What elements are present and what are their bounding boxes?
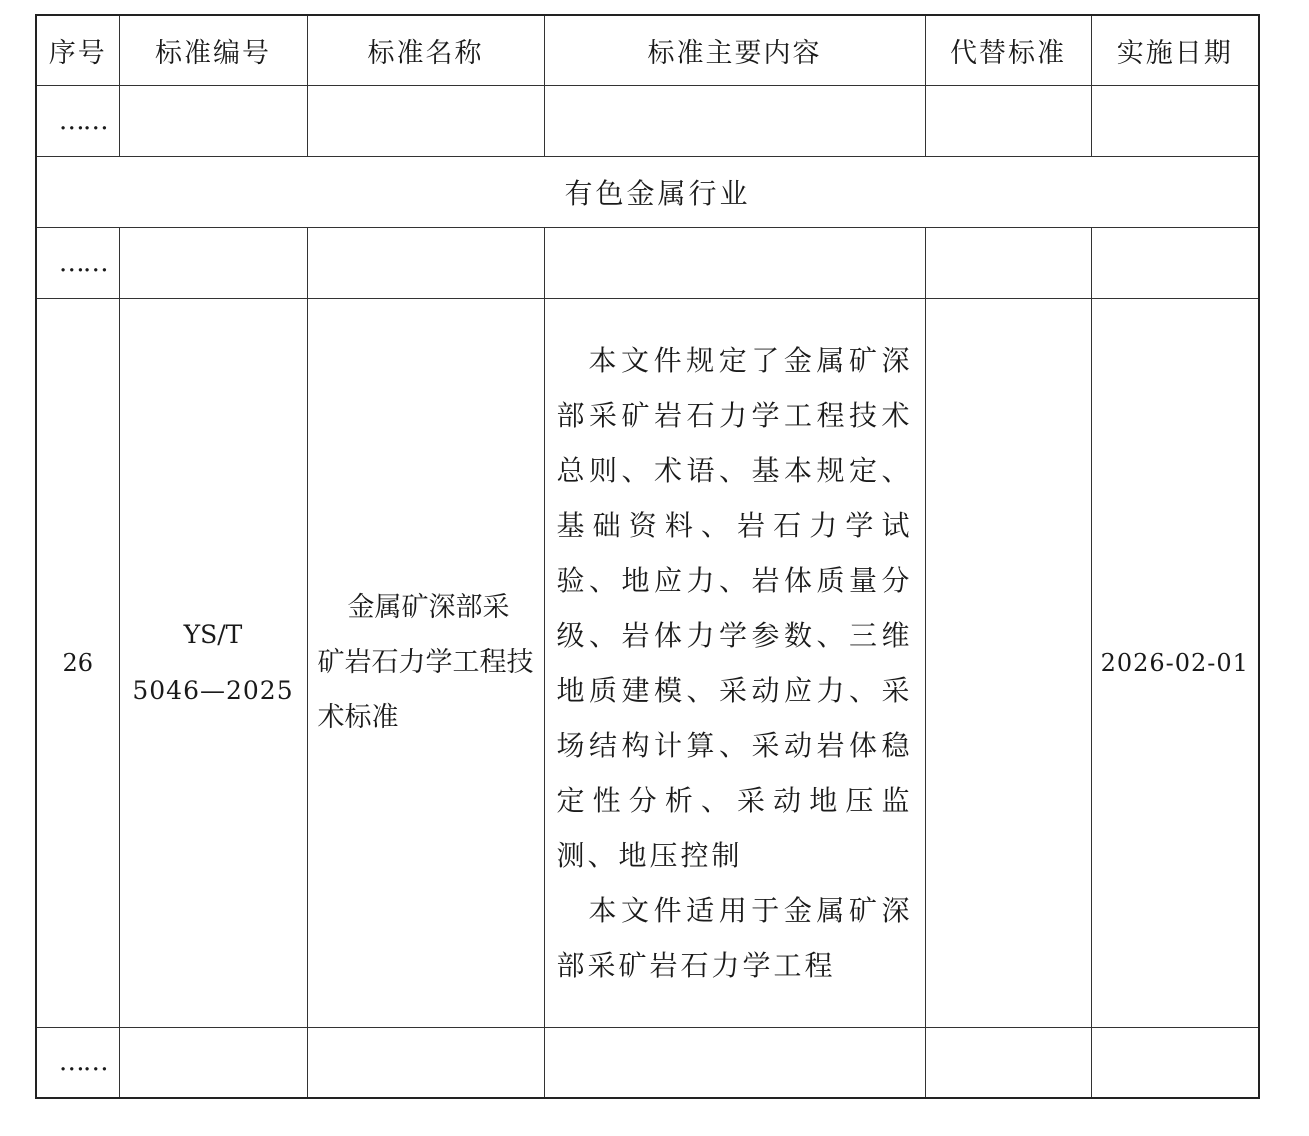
ellipsis-row-middle: [36, 227, 1259, 298]
empty-cell: [307, 85, 544, 156]
ellipsis-row-top: [36, 85, 1259, 156]
empty-cell: [544, 227, 925, 298]
header-content: 标准主要内容: [544, 15, 925, 85]
date-cell: 2026-02-01: [1091, 298, 1259, 1027]
ellipsis-cell: ……: [36, 85, 119, 156]
empty-cell: [544, 85, 925, 156]
empty-cell: [119, 1027, 307, 1098]
ellipsis-cell: ……: [36, 1027, 119, 1098]
header-row: [36, 15, 1259, 85]
header-code: 标准编号: [119, 15, 307, 85]
content-cell: [544, 298, 925, 1027]
empty-cell: [1091, 85, 1259, 156]
standards-table: [35, 14, 1260, 1099]
content-paragraph-1: 本文件规定了金属矿深部采矿岩石力学工程技术总则、术语、基本规定、基础资料、岩石力学试验、地应力、岩体质量分级、岩体力学参数、三维地质建模、采动应力、采场结构计算、采动岩体稳定性分析、采动地压监测、地压控制: [556, 343, 913, 872]
empty-cell: [307, 1027, 544, 1098]
empty-cell: [925, 1027, 1091, 1098]
name-cell: [307, 298, 544, 1027]
empty-cell: [925, 85, 1091, 156]
ellipsis-row-bottom: [36, 1027, 1259, 1098]
section-row: [36, 156, 1259, 227]
replaces-cell: [925, 298, 1091, 1027]
header-seq: 序号: [36, 15, 119, 85]
empty-cell: [307, 227, 544, 298]
empty-cell: [119, 227, 307, 298]
standard-name: 金属矿深部采矿岩石力学工程技术标准: [317, 592, 534, 733]
empty-cell: [925, 227, 1091, 298]
code-line2: 5046—2025: [132, 675, 294, 705]
seq-cell: 26: [36, 298, 119, 1027]
empty-cell: [544, 1027, 925, 1098]
header-replaces: 代替标准: [925, 15, 1091, 85]
section-title: 有色金属行业: [36, 156, 1259, 227]
header-name: 标准名称: [307, 15, 544, 85]
empty-cell: [119, 85, 307, 156]
header-date: 实施日期: [1091, 15, 1259, 85]
empty-cell: [1091, 227, 1259, 298]
content-paragraph-2: 本文件适用于金属矿深部采矿岩石力学工程: [556, 893, 913, 982]
empty-cell: [1091, 1027, 1259, 1098]
code-line1: YS/T: [183, 619, 243, 649]
code-cell: [119, 298, 307, 1027]
ellipsis-cell: ……: [36, 227, 119, 298]
table-row: [36, 298, 1259, 1027]
